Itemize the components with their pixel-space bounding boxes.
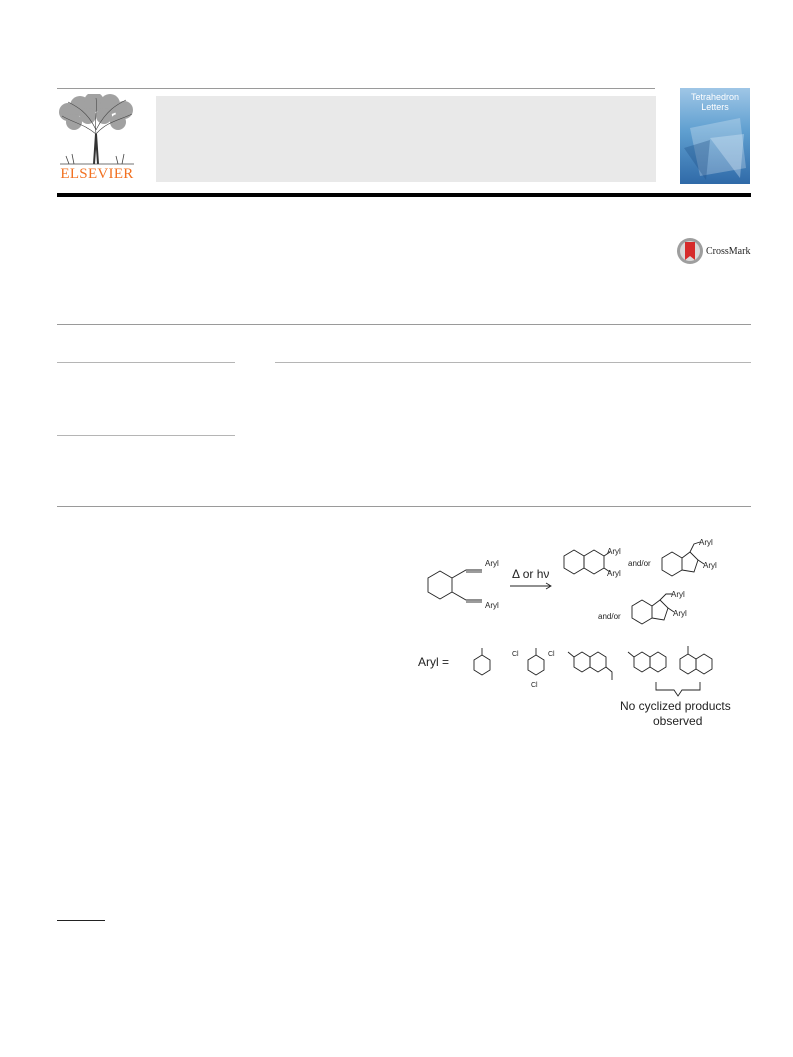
aryl-definition-label: Aryl = (418, 655, 450, 669)
aryl-2-naphthyl (628, 652, 666, 672)
elsevier-logo (54, 94, 140, 166)
footnote-rule (57, 920, 105, 921)
crossmark-badge[interactable] (676, 236, 704, 266)
aryl-label-ind1-bottom: Aryl (703, 561, 717, 570)
aryl-label-ind2-bottom: Aryl (673, 609, 687, 618)
diyne-starting-material (428, 570, 482, 602)
aryl-label-naph-top: Aryl (607, 547, 621, 556)
connector-2: and/or (598, 612, 621, 621)
journal-header-banner (156, 96, 656, 182)
chloro-label-left: Cl (512, 651, 519, 658)
elsevier-tree-icon (54, 94, 140, 166)
connector-1: and/or (628, 559, 651, 568)
article-info-rule (57, 362, 235, 363)
indene-product-2 (632, 594, 674, 624)
cover-title-line1: Tetrahedron (690, 92, 740, 102)
aryl-methoxynaphthyl (568, 652, 612, 680)
crossmark-label: CrossMark (706, 246, 751, 257)
header-top-rule (57, 88, 655, 89)
article-bottom-rule (57, 506, 751, 507)
chloro-label-bottom: Cl (531, 682, 538, 689)
indene-product-1 (662, 542, 704, 576)
abstract-rule (275, 362, 751, 363)
crossmark-icon (676, 236, 704, 266)
aryl-label-start-bottom: Aryl (485, 601, 499, 610)
cover-shapes (680, 88, 750, 184)
elsevier-wordmark: ELSEVIER (60, 166, 134, 182)
aryl-trichlorophenyl (528, 648, 544, 675)
aryl-label-naph-bottom: Aryl (607, 569, 621, 578)
aryl-label-start-top: Aryl (485, 559, 499, 568)
journal-cover (680, 88, 750, 184)
naphthalene-product (564, 550, 610, 574)
cover-title-line2: Letters (701, 102, 729, 112)
note-line1: No cyclized products (620, 699, 731, 713)
brace (656, 682, 700, 696)
reaction-condition: Δ or hν (512, 567, 550, 581)
note-line2: observed (653, 714, 703, 728)
header-thick-rule (57, 193, 751, 197)
article-top-rule (57, 324, 751, 325)
keywords-rule (57, 435, 235, 436)
reaction-scheme (410, 530, 750, 730)
chloro-label-right: Cl (548, 651, 555, 658)
aryl-phenyl (474, 648, 490, 675)
aryl-label-ind1-top: Aryl (699, 538, 713, 547)
reaction-arrow (510, 583, 551, 589)
aryl-label-ind2-top: Aryl (671, 590, 685, 599)
aryl-1-naphthyl (680, 646, 712, 674)
